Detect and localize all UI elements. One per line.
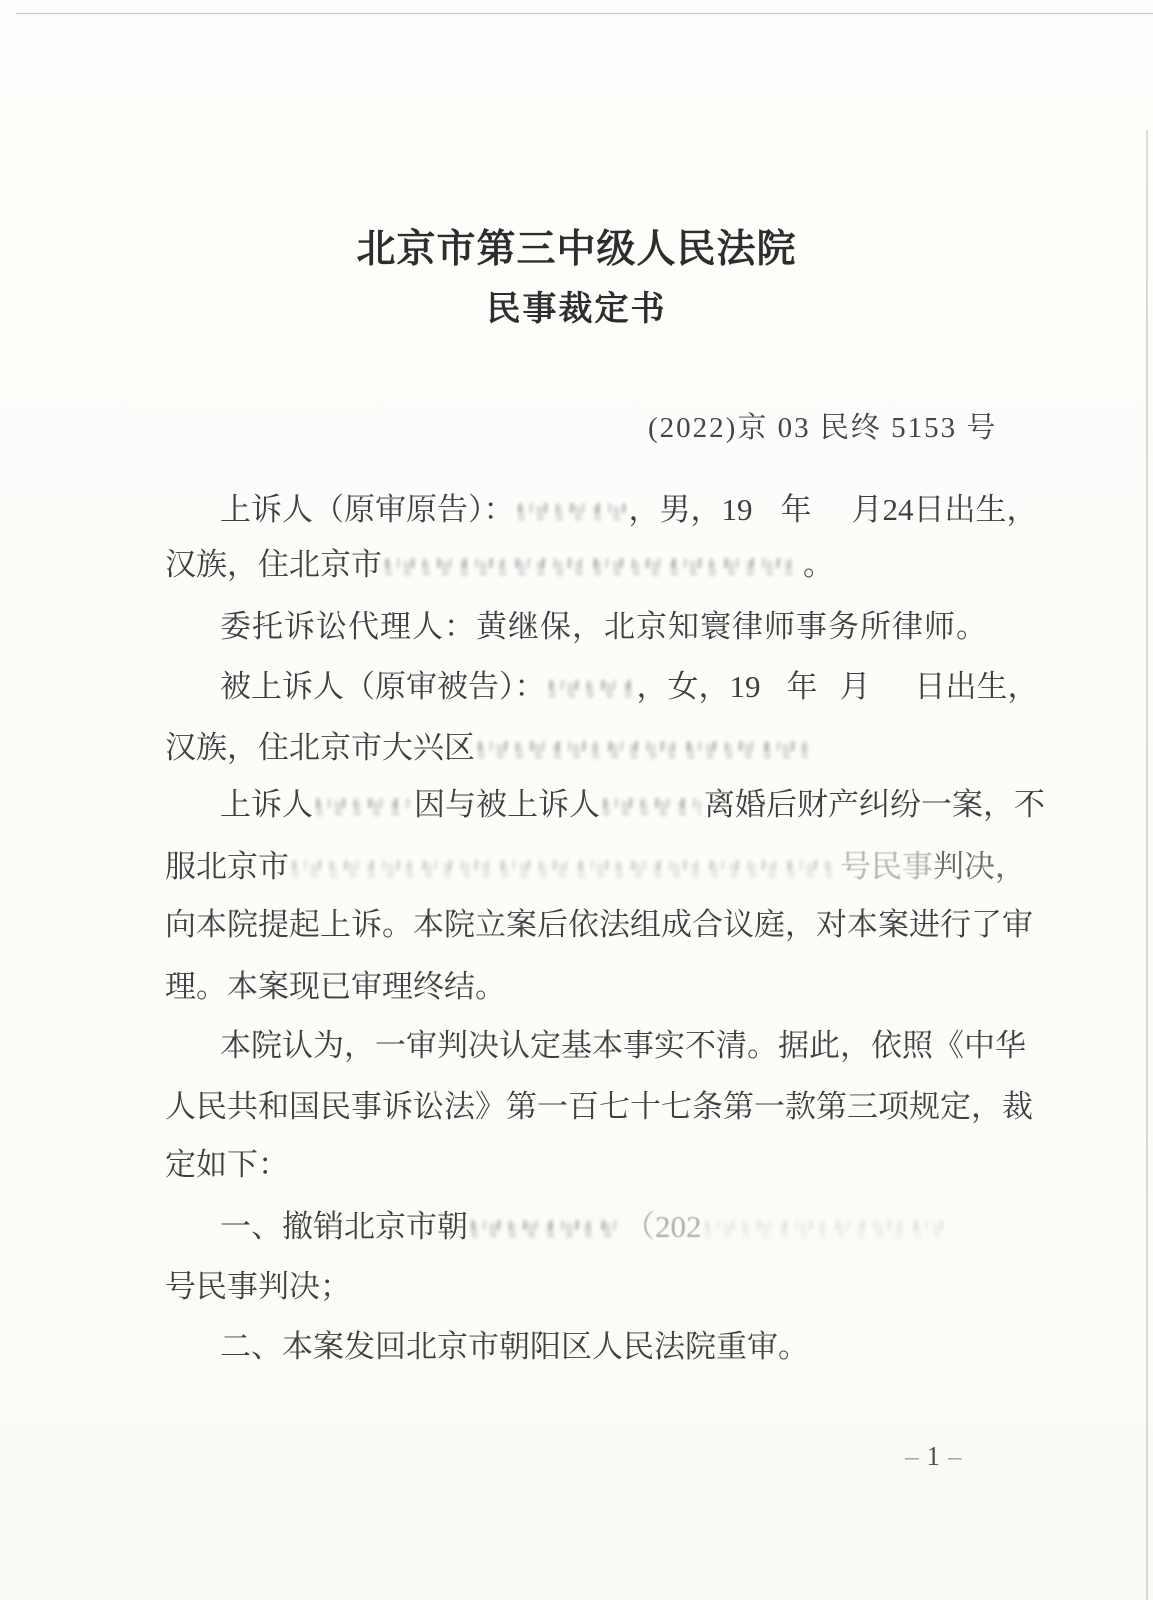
ruling-text: 号民事判决； (165, 1269, 351, 1304)
redaction-smudge (292, 858, 837, 880)
court-name-title: 北京市第三中级人民法院 (356, 228, 797, 271)
scan-artifact-top-line (16, 13, 1153, 14)
birth-date-tail: 月24日出生， (851, 492, 1038, 527)
body-line-appellee (165, 665, 1120, 709)
appellant-gender: ，男，19 (628, 492, 753, 527)
address-prefix: 汉族，住北京市大兴区 (165, 730, 475, 765)
redaction-smudge (603, 796, 701, 818)
opinion-text: 定如下： (165, 1147, 289, 1182)
redaction-smudge (705, 1218, 945, 1240)
ruling-text: 一、撤销北京市朝 (220, 1209, 468, 1244)
case-intro-c: 离婚后财产纠纷一案，不 (704, 787, 1045, 822)
appellee-label: 被上诉人（原审被告）： (220, 669, 546, 704)
case-intro-text: 向本院提起上诉。本院立案后依法组成合议庭，对本案进行了审 (165, 907, 1033, 942)
body-line-opinion-2 (165, 1085, 1065, 1129)
erased-text: 号民事 (840, 849, 933, 884)
redaction-smudge (518, 501, 626, 523)
page-number (905, 1441, 970, 1472)
case-intro-a: 上诉人 (220, 787, 313, 822)
redaction-smudge (385, 556, 800, 578)
case-intro-prefix: 服北京市 (165, 849, 289, 884)
document-type-title: 民事裁定书 (486, 291, 667, 328)
opinion-text: 人民共和国民事诉讼法》第一百七十七条第一款第三项规定，裁 (165, 1089, 1033, 1124)
redaction-smudge (549, 678, 634, 700)
appellee-gender: ，女，19 (636, 669, 761, 704)
body-line-case-intro-4 (165, 965, 1065, 1009)
page-number-value: 1 (926, 1441, 948, 1471)
case-intro-b: 因与被上诉人 (414, 787, 600, 822)
page-number-dash: – (948, 1441, 970, 1471)
body-line-case-intro-3 (165, 903, 1065, 947)
body-line-appellee-address (165, 726, 1065, 770)
ruling-text: 二、本案发回北京市朝阳区人民法院重审。 (220, 1329, 809, 1364)
body-line-case-intro-1 (165, 783, 1120, 827)
birth-month-char: 月 (839, 669, 871, 704)
opinion-text: 本院认为，一审判决认定基本事实不清。据此，依照《中华 (220, 1028, 1026, 1063)
body-line-opinion-3 (165, 1143, 1065, 1187)
body-line-case-intro-2 (165, 845, 1065, 889)
period: 。 (803, 547, 834, 582)
page-number-dash: – (905, 1441, 927, 1471)
case-number: (2022)京 03 民终 5153 号 (648, 412, 998, 444)
birth-year-char: 年 (786, 669, 818, 704)
body-line-appellant-address (165, 543, 1065, 587)
body-line-opinion-1 (165, 1024, 1120, 1068)
redaction-smudge (316, 796, 411, 818)
case-intro-text: 理。本案现已审理终结。 (165, 969, 506, 1004)
address-prefix: 汉族，住北京市 (165, 547, 382, 582)
body-line-ruling-2 (165, 1265, 1065, 1309)
agent-text: 委托诉讼代理人：黄继保，北京知寰律师事务所律师。 (220, 609, 988, 644)
body-line-ruling-3 (165, 1325, 1120, 1369)
appellant-label: 上诉人（原审原告）： (220, 492, 515, 527)
redaction-smudge (478, 739, 808, 761)
scan-artifact-right-edge (1146, 130, 1148, 1600)
body-line-agent (165, 605, 1120, 649)
redaction-smudge (471, 1218, 621, 1240)
birth-date-tail: 日出生， (914, 669, 1039, 704)
judgment-tail: 判决， (933, 849, 1026, 884)
body-line-appellant (165, 488, 1120, 532)
birth-year-char: 年 (780, 492, 812, 527)
body-line-ruling-1 (165, 1205, 1120, 1249)
erased-text: （202 (624, 1209, 702, 1244)
